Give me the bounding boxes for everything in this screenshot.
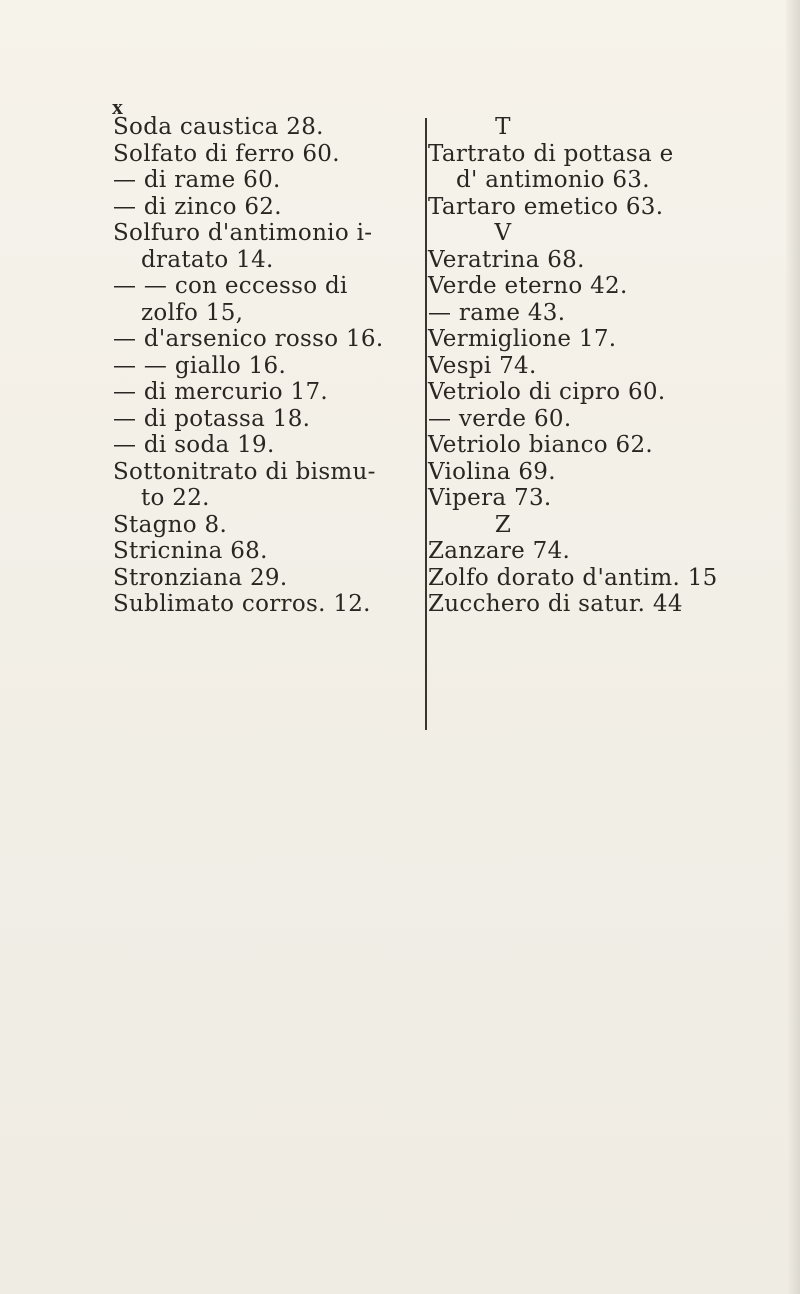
index-entry: — — giallo 16. xyxy=(113,352,287,379)
index-entry: Sottonitrato di bismu- xyxy=(113,458,376,485)
index-entry: — d'arsenico rosso 16. xyxy=(113,326,384,352)
index-entry: Tartaro emetico 63. xyxy=(428,193,664,220)
index-entry: Zucchero di satur. 44 xyxy=(428,591,683,617)
index-entry: to 22. xyxy=(141,485,210,511)
index-entry: Vespi 74. xyxy=(428,352,537,379)
index-entry: Vetriolo di cipro 60. xyxy=(428,379,666,405)
index-entry: Zolfo dorato d'antim. 15 xyxy=(428,564,718,591)
index-entry: Stagno 8. xyxy=(113,511,228,538)
index-entry: Tartrato di pottasa e xyxy=(428,140,674,167)
index-entry: Stricnina 68. xyxy=(113,538,268,564)
index-entry: Vipera 73. xyxy=(428,485,552,511)
index-entry: — rame 43. xyxy=(428,299,566,326)
index-column-right xyxy=(428,114,773,618)
index-entry: Violina 69. xyxy=(428,458,556,485)
index-entry: Soda caustica 28. xyxy=(113,114,324,140)
index-entry: Solfuro d'antimonio i- xyxy=(113,220,373,246)
section-letter: Z xyxy=(494,511,512,538)
index-entry: — di soda 19. xyxy=(113,432,275,458)
index-entry: Veratrina 68. xyxy=(428,246,585,273)
index-entry: — di potassa 18. xyxy=(113,405,311,432)
index-entry: Stronziana 29. xyxy=(113,564,288,591)
index-entry: Vermiglione 17. xyxy=(428,326,617,352)
section-letter: T xyxy=(495,114,511,140)
index-entry: — — con eccesso di xyxy=(113,273,348,299)
index-entry: Sublimato corros. 12. xyxy=(113,591,371,617)
index-entry: Vetriolo bianco 62. xyxy=(428,432,653,458)
index-entry: Solfato di ferro 60. xyxy=(113,140,340,167)
index-entry: Zanzare 74. xyxy=(428,538,571,564)
index-entry: — verde 60. xyxy=(428,405,572,432)
index-entry: d' antimonio 63. xyxy=(456,167,650,193)
page-mark: x xyxy=(112,94,123,119)
index-entry: — di rame 60. xyxy=(113,167,281,193)
index-entry: — di mercurio 17. xyxy=(113,379,328,405)
index-entry: — di zinco 62. xyxy=(113,193,282,220)
index-column-left xyxy=(113,114,413,618)
index-entry: dratato 14. xyxy=(141,246,274,273)
page-edge xyxy=(786,0,800,1294)
column-divider xyxy=(425,118,427,730)
index-entry: Verde eterno 42. xyxy=(428,273,628,299)
index-entry: zolfo 15, xyxy=(141,299,244,326)
section-letter: V xyxy=(494,220,512,246)
